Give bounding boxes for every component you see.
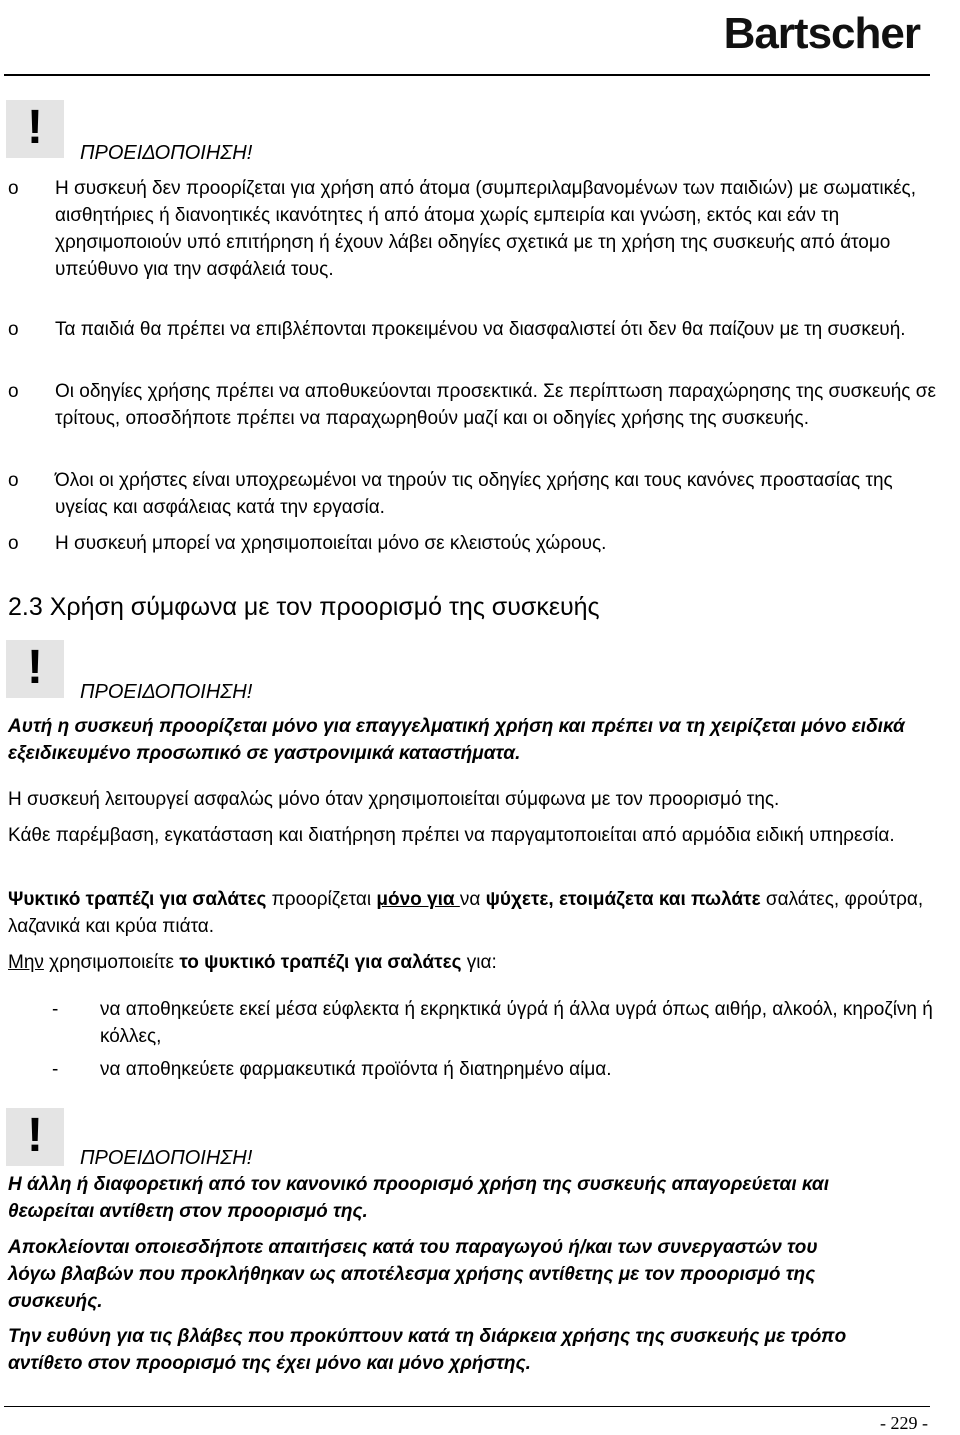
- responsibility-text: Την ευθύνη για τις βλάβες που προκύπτουν κατά τη διάρκεια χρήσης της συσκευής με τρόπο αντίθετο στον προορισμό της έχει μόνο και μόνο χρήστης.: [8, 1326, 847, 1374]
- professional-use-warning: Αυτή η συσκευή προορίζεται μόνο για επαγγελματική χρήση και πρέπει να τη χειρίζεται μόνο ειδικά εξειδικευμένο προσωπικό σε γαστρονιμικά καταστήματα.: [8, 716, 905, 764]
- warning-title-2: ΠΡΟΕΙΔΟΠΟΙΗΣΗ!: [80, 681, 253, 703]
- warning-title-1: ΠΡΟΕΙΔΟΠΟΙΗΣΗ!: [80, 142, 253, 164]
- dash-marker: -: [52, 1059, 59, 1080]
- service-text: Κάθε παρέμβαση, εγκατάσταση και διατήρηση πρέπει να παργαμτοποιείται από αρμόδια ειδική υπηρεσία.: [8, 825, 895, 846]
- warning-icon: !: [6, 640, 64, 698]
- misuse-text: Η άλλη ή διαφορετική από τον κανονικό προορισμό χρήση της συσκευής απαγορεύεται και θεωρείται αντίθετη στον προορισμό της.: [8, 1174, 829, 1222]
- bullet-marker: o: [8, 533, 19, 554]
- page-number: - 229 -: [880, 1413, 928, 1433]
- warning-icon: !: [6, 1108, 64, 1166]
- list-item: o Τα παιδιά θα πρέπει να επιβλέπονται προκειμένου να διασφαλιστεί ότι δεν θα παίζουν με τη συσκευή.: [8, 316, 938, 343]
- list-item: o Η συσκευή δεν προορίζεται για χρήση από άτομα (συμπεριλαμβανομένων των παιδιών) με σωματικές, αισθητήριες ή διανοητικές ικανότητες ή από άτομα χωρίς εμπειρία και γνώση, εκτός και εάν τη χρησιμοποιούν υπό επιτήρηση ή έχουν λάβει οδηγίες σχετικά με τη χρήση της συσκευής από άτομο υπεύθυνο για την ασφάλειά τους.: [8, 175, 938, 283]
- safe-operation-text: Η συσκευή λειτουργεί ασφαλώς μόνο όταν χρησιμοποιείται σύμφωνα με τον προορισμό της.: [8, 789, 780, 810]
- dash-marker: -: [52, 999, 59, 1020]
- liability-exclusion-text: Αποκλείονται οποιεσδήποτε απαιτήσεις κατά του παραγωγού ή/και των συνεργαστών του λόγω βλαβών που προκλήθηκαν ως αποτέλεσμα χρήσης αντίθετης με τον προορισμό της συσκευής.: [8, 1237, 818, 1312]
- bullet-marker: o: [8, 319, 19, 340]
- bullet-marker: o: [8, 470, 19, 491]
- warning-title-3: ΠΡΟΕΙΔΟΠΟΙΗΣΗ!: [80, 1147, 253, 1169]
- prohibition-text: Μην χρησιμοποιείτε το ψυκτικό τραπέζι για σαλάτες για:: [8, 952, 497, 973]
- bullet-marker: o: [8, 178, 19, 199]
- list-item: o Οι οδηγίες χρήσης πρέπει να αποθυκεύονται προσεκτικά. Σε περίπτωση παραχώρησης της συσκευής σε τρίτους, οποσδήποτε πρέπει να παραχωρηθούν μαζί και οι οδηγίες χρήσης της συσκευής.: [8, 378, 938, 432]
- list-item: o Η συσκευή μπορεί να χρησιμοποιείται μόνο σε κλειστούς χώρους.: [8, 530, 938, 557]
- footer-rule: [4, 1406, 930, 1407]
- warning-icon: !: [6, 100, 64, 158]
- header-rule: [4, 74, 930, 76]
- list-item: να αποθηκεύετε εκεί μέσα εύφλεκτα ή εκρηκτικά ύγρά ή άλλα υγρά όπως αιθήρ, αλκοόλ, κηροζίνη ή κόλλες,: [100, 999, 933, 1047]
- section-heading: 2.3 Χρήση σύμφωνα με τον προορισμό της συσκευής: [8, 593, 600, 621]
- bullet-marker: o: [8, 381, 19, 402]
- bartscher-logo: Bartscher: [723, 9, 920, 58]
- purpose-text: Ψυκτικό τραπέζι για σαλάτες προορίζεται μόνο για να ψύχετε, ετοιμάζετα και πωλάτε σαλάτες, φρούτρα, λαζανικά και κρύα πιάτα.: [8, 889, 924, 937]
- list-item: o Όλοι οι χρήστες είναι υποχρεωμένοι να τηρούν τις οδηγίες χρήσης και τους κανόνες προστασίας της υγείας και ασφάλειας κατά την εργασία.: [8, 467, 938, 521]
- list-item: να αποθηκεύετε φαρμακευτικά προϊόντα ή διατηρημένο αίμα.: [100, 1059, 612, 1080]
